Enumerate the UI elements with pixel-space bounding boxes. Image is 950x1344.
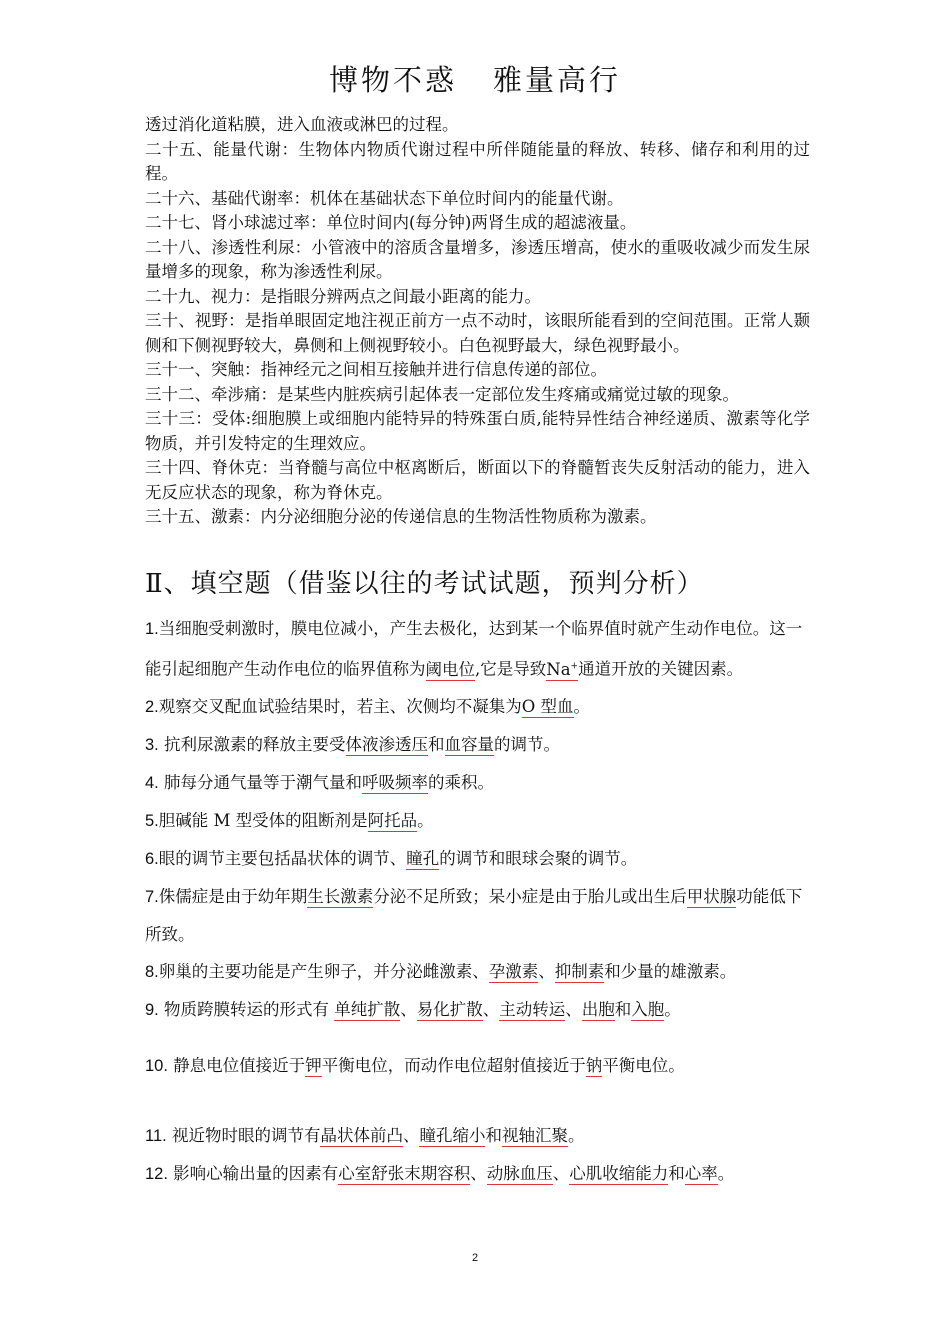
question-text: 功能低下所致。 [145,886,803,944]
definition-item: 三十、视野：是指单眼固定地注视正前方一点不动时，该眼所能看到的空间范围。正常人颞侧和下侧视野较大，鼻侧和上侧视野较小。白色视野最大，绿色视野最小。 [145,311,810,355]
question-text: ,它是导致 [475,659,547,679]
header-motto-2: 雅量高行 [493,63,622,97]
definition-item: 二十六、基础代谢率：机体在基础状态下单位时间内的能量代谢。 [145,188,624,208]
answer-blank: 瞳孔 [406,848,440,868]
question-number: 7. [145,887,159,906]
answer-blank: 钾 [305,1055,322,1075]
question-text: 的调节。 [494,734,561,754]
answer-blank: 生长激素 [307,886,374,906]
answer-blank: 瞳孔缩小 [419,1125,486,1145]
question-text: 肺每分通气量等于潮气量和 [158,772,363,792]
question-text: 抗利尿激素的释放主要受 [158,734,346,754]
superscript: + [570,661,579,671]
question-4 [145,764,815,802]
question-text: 。 [573,696,591,716]
question-number: 5. [145,811,159,830]
answer-blank: 阿托品 [367,810,418,830]
answer-blank: 呼吸频率 [362,772,429,792]
definition-item: 三十四、脊休克：当脊髓与高位中枢离断后，断面以下的脊髓暂丧失反射活动的能力，进入无反应状态的现象，称为脊休克。 [145,458,810,502]
page-number: 2 [471,1252,479,1264]
question-number: 1. [145,620,159,638]
question-text: 的调节和眼球会聚的调节。 [439,848,638,868]
page-header [0,58,950,99]
question-text: 和 [428,734,445,754]
question-text: 物质跨膜转运的形式有 [158,999,335,1019]
answer-blank: 视轴汇聚 [501,1125,568,1145]
answer-blank: 单纯扩散 [334,999,401,1019]
question-number: 9. [145,1000,159,1019]
question-text: 观察交叉配血试验结果时，若主、次侧均不凝集为 [158,696,522,716]
question-number: 3. [145,735,159,754]
answer-blank: 孕激素 [488,961,539,981]
question-12 [145,1155,815,1193]
question-1 [145,610,815,688]
answer-blank [546,660,578,681]
definition-item: 三十二、牵涉痛：是某些内脏疾病引起体表一定部位发生疼痛或痛觉过敏的现象。 [145,384,739,404]
question-number: 4. [145,773,159,792]
spacer [145,1029,815,1047]
answer-blank: 心室舒张末期容积 [338,1163,471,1183]
question-7 [145,878,815,953]
answer-blank: 出胞 [581,999,615,1019]
spacer [145,1085,815,1117]
question-text: 侏儒症是由于幼年期 [158,886,308,906]
question-11 [145,1117,815,1155]
question-number: 8. [145,962,159,981]
question-text: 、 [552,1163,570,1183]
question-5 [145,802,815,840]
answer-blank: 心率 [684,1163,718,1183]
definition-item: 二十五、能量代谢：生物体内物质代谢过程中所伴随能量的释放、转移、储存和利用的过程。 [145,139,810,183]
question-text: 影响心输出量的因素有 [167,1163,339,1183]
question-text: 、 [482,999,500,1019]
answer-blank: 阈电位 [425,659,475,679]
answer-blank: 甲状腺 [686,886,737,906]
question-text: 眼的调节主要包括晶状体的调节、 [158,848,407,868]
question-text: 和少量的雄激素。 [604,961,737,981]
answer-blank: 心肌收缩能力 [569,1163,669,1183]
question-text: 和 [614,999,632,1019]
question-text: 通道开放的关键因素。 [578,659,744,679]
question-text: 的乘积。 [428,772,495,792]
question-number: 2. [145,697,159,716]
question-8 [145,953,815,991]
question-text: 平衡电位，而动作电位超射值接近于 [321,1055,586,1075]
definition-item: 二十七、肾小球滤过率：单位时间内(每分钟)两肾生成的超滤液量。 [145,213,637,232]
question-2 [145,688,815,726]
answer-text: Na [546,659,571,679]
question-9 [145,991,815,1029]
definition-item: 透过消化道粘膜，进入血液或淋巴的过程。 [145,115,459,134]
answer-blank: 抑制素 [554,961,605,981]
question-6 [145,840,815,878]
answer-blank: 血容量 [444,734,495,754]
definition-item: 二十八、渗透性利尿：小管液中的溶质含量增多，渗透压增高，使水的重吸收减少而发生尿量增多的现象，称为渗透性利尿。 [145,237,810,281]
section-title: Ⅱ、填空题（借鉴以往的考试试题，预判分析） [145,569,704,599]
answer-blank: O 型血 [521,696,574,716]
question-text: 、 [400,999,417,1019]
question-text: 、 [565,999,582,1019]
question-number: 6. [145,849,159,868]
question-number: 10. [145,1056,168,1075]
answer-blank: 动脉血压 [486,1163,553,1183]
question-text: 。 [567,1125,585,1145]
definitions-list [145,113,810,530]
definition-item: 三十一、突触：指神经元之间相互接触并进行信息传递的部位。 [145,360,607,379]
answer-blank: 晶状体前凸 [320,1125,403,1145]
answer-blank: 钠 [585,1055,603,1075]
answer-blank: 主动转运 [499,999,566,1019]
question-text: 。 [664,999,681,1019]
question-text: 平衡电位。 [602,1055,685,1075]
definition-item: 三十三：受体:细胞膜上或细胞内能特异的特殊蛋白质,能特异性结合神经递质、激素等化学物质，并引发特定的生理效应。 [145,409,810,453]
answer-blank: 易化扩散 [416,999,483,1019]
question-text: 胆碱能 M 型受体的阻断剂是 [158,810,368,830]
question-3 [145,726,815,764]
question-text: 静息电位值接近于 [167,1055,306,1075]
question-10 [145,1047,815,1085]
question-number: 12. [145,1164,168,1183]
question-text: 。 [417,810,434,830]
question-text: 、 [470,1163,487,1183]
answer-blank: 体液渗透压 [345,734,429,754]
header-motto-1: 博物不惑 [328,63,457,97]
fill-in-questions [145,610,815,1193]
question-text: 和 [668,1163,685,1183]
question-text: 卵巢的主要功能是产生卵子，并分泌雌激素、 [158,961,489,981]
question-number: 11. [145,1126,167,1145]
question-text: 和 [485,1125,502,1145]
definition-item: 三十五、激素：内分泌细胞分泌的传递信息的生物活性物质称为激素。 [145,507,657,526]
question-text: 、 [538,961,555,981]
question-text: 当细胞受刺激时，膜电位减小，产生去极化，达到某一个临界值时就产生动作电位。这一能引起细胞产生动作电位的临界值称为 [145,619,803,679]
question-text: 分泌不足所致；呆小症是由于胎儿或出生后 [373,886,687,906]
answer-blank: 入胞 [631,999,665,1019]
question-text: 、 [402,1125,420,1145]
question-text: 视近物时眼的调节有 [166,1125,321,1145]
definition-item: 二十九、视力：是指眼分辨两点之间最小距离的能力。 [145,286,541,306]
question-text: 。 [717,1163,735,1183]
